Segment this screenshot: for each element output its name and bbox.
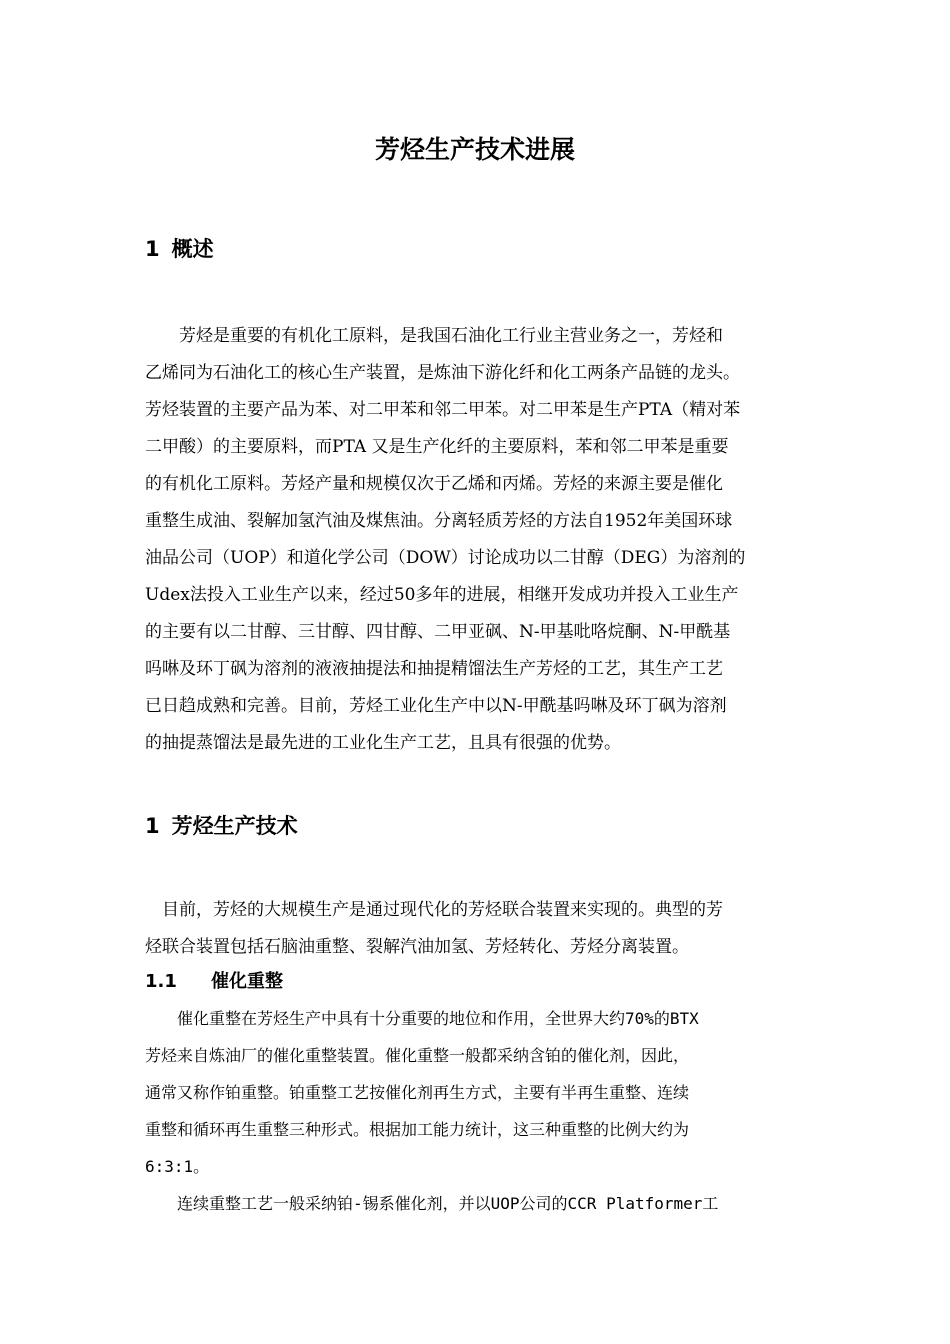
text-line: 6:3:1。 — [145, 1157, 210, 1176]
text-line: 催化重整在芳烃生产中具有十分重要的地位和作用，全世界大约70%的BTX — [145, 1009, 699, 1028]
text-line: 芳烃来自炼油厂的催化重整装置。催化重整一般都采纳含铂的催化剂，因此， — [145, 1046, 690, 1065]
text-line: Udex法投入工业生产以来，经过50多年的进展，相继开发成功并投入工业生产 — [145, 585, 739, 605]
text-line: 烃联合装置包括石脑油重整、裂解汽油加氢、芳烃转化、芳烃分离装置。 — [145, 937, 689, 957]
subsection-heading-catalytic-reforming — [145, 969, 283, 995]
section-number: 1 — [145, 814, 160, 838]
text-line: 已日趋成熟和完善。目前，芳烃工业化生产中以N-甲酰基吗啉及环丁砜为溶剂 — [145, 696, 727, 716]
subsection-title: 催化重整 — [211, 971, 283, 992]
subsection-number: 1.1 — [145, 971, 177, 992]
text-line: 油品公司（UOP）和道化学公司（DOW）讨论成功以二甘醇（DEG）为溶剂的 — [145, 548, 746, 568]
section-heading-overview — [145, 234, 214, 264]
continuous-reforming-paragraph — [145, 1185, 810, 1222]
text-line: 芳烃是重要的有机化工原料，是我国石油化工行业主营业务之一，芳烃和 — [145, 326, 723, 346]
text-line: 重整和循环再生重整三种形式。根据加工能力统计，这三种重整的比例大约为 — [145, 1120, 690, 1139]
text-line: 连续重整工艺一般采纳铂-锡系催化剂，并以UOP公司的CCR Platformer工 — [145, 1194, 719, 1213]
overview-paragraph — [145, 318, 810, 762]
document-title: 芳烃生产技术进展 — [374, 135, 575, 164]
text-line: 芳烃装置的主要产品为苯、对二甲苯和邻二甲苯。对二甲苯是生产PTA（精对苯 — [145, 400, 741, 420]
text-line: 二甲酸）的主要原料，而PTA 又是生产化纤的主要原料，苯和邻二甲苯是重要 — [145, 437, 729, 457]
text-line: 重整生成油、裂解加氢汽油及煤焦油。分离轻质芳烃的方法自1952年美国环球 — [145, 511, 733, 531]
section-heading-production-technology — [145, 811, 298, 841]
text-line: 的主要有以二甘醇、三甘醇、四甘醇、二甲亚砜、N-甲基吡咯烷酮、N-甲酰基 — [145, 622, 731, 642]
section-title: 概述 — [171, 237, 214, 261]
section-title: 芳烃生产技术 — [171, 814, 298, 838]
catalytic-reforming-paragraph — [145, 1000, 810, 1185]
text-line: 的有机化工原料。芳烃产量和规模仅次于乙烯和丙烯。芳烃的来源主要是催化 — [145, 474, 723, 494]
text-line: 乙烯同为石油化工的核心生产装置，是炼油下游化纤和化工两条产品链的龙头。 — [145, 363, 740, 383]
text-line: 的抽提蒸馏法是最先进的工业化生产工艺，且具有很强的优势。 — [145, 733, 621, 753]
text-line: 通常又称作铂重整。铂重整工艺按催化剂再生方式，主要有半再生重整、连续 — [145, 1083, 690, 1102]
section-number: 1 — [145, 237, 160, 261]
production-intro-paragraph — [145, 892, 810, 966]
text-line: 目前，芳烃的大规模生产是通过现代化的芳烃联合装置来实现的。典型的芳 — [145, 900, 723, 920]
text-line: 吗啉及环丁砜为溶剂的液液抽提法和抽提精馏法生产芳烃的工艺，其生产工艺 — [145, 659, 723, 679]
